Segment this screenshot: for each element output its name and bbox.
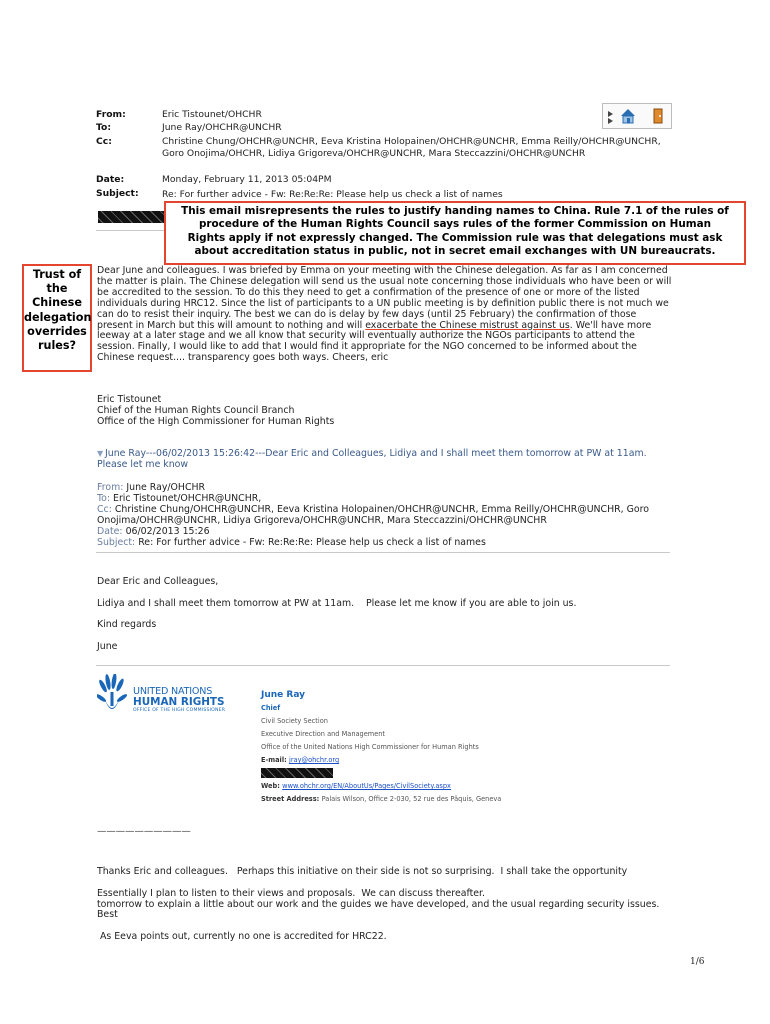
to-row bbox=[97, 493, 677, 504]
subject-label: Subject: bbox=[96, 188, 139, 199]
from-label: From: bbox=[96, 109, 126, 120]
quoted-header-divider bbox=[96, 552, 670, 553]
logo-line-3: OFFICE OF THE HIGH COMMISSIONER bbox=[133, 708, 226, 713]
body-line: Thanks Eric and colleagues. Perhaps this initiative on their side is not so surprising. I shall take the opportunity bbox=[97, 865, 628, 877]
date-label: Date: bbox=[96, 174, 125, 185]
sig-street-label: Street Address: bbox=[261, 795, 322, 803]
date-value: Monday, February 11, 2013 05:04PM bbox=[162, 174, 332, 185]
sig-web-row bbox=[261, 780, 681, 793]
annotation-callout-left bbox=[22, 264, 92, 372]
quoted-message-preview[interactable] bbox=[97, 448, 647, 470]
body-text: present in March but this will amount to nothing and will bbox=[97, 319, 366, 331]
from-label: From: bbox=[97, 482, 124, 493]
body-line: individuals during HRC12. Since the list of participants to a UN public meeting is by definition public there is not much we bbox=[97, 297, 669, 309]
cc-value-line1: Christine Chung/OHCHR@UNCHR, Eeva Kristina Holopainen/OHCHR@UNCHR, Emma Reilly/OHCHR@UNCHR, Goro bbox=[114, 504, 650, 515]
callout-left-line-6: rules? bbox=[37, 339, 77, 353]
date-value: 06/02/2013 15:26 bbox=[125, 526, 210, 537]
sig-name: June Ray bbox=[261, 690, 305, 700]
mail-toolbar bbox=[602, 103, 672, 129]
email-body-june-3: Essentially I plan to listen to their views and proposals. We can discuss thereafter. bbox=[97, 888, 486, 899]
callout-left-line-4: delegation bbox=[24, 310, 92, 324]
cc-label: Cc: bbox=[97, 504, 112, 515]
body-line: Dear June and colleagues. I was briefed by Emma on your meeting with the Chinese delegation. As far as I am concerned bbox=[97, 265, 668, 276]
email-body-june: Lidiya and I shall meet them tomorrow at PW at 11am. Please let me know if you are able to join us. bbox=[97, 598, 577, 609]
cc-value-line1: Christine Chung/OHCHR@UNCHR, Eeva Kristina Holopainen/OHCHR@UNCHR, Emma Reilly/OHCHR@UNCHR, bbox=[162, 136, 661, 147]
callout-left-line-2: the bbox=[46, 282, 68, 296]
subject-value: Re: For further advice - Fw: Re:Re:Re: Please help us check a list of names bbox=[138, 537, 486, 548]
body-line: As Eeva points out, currently no one is accredited for HRC22. bbox=[97, 931, 387, 943]
signature-divider bbox=[96, 665, 670, 666]
callout-left-line-1: Trust of bbox=[32, 268, 82, 281]
nav-arrows-icon[interactable] bbox=[607, 109, 615, 123]
to-value: June Ray/OHCHR@UNCHR bbox=[162, 122, 282, 133]
sig-role: Chief bbox=[261, 704, 281, 712]
sig-street-value: Palais Wilson, Office 2-030, 52 rue des Pâquis, Geneva bbox=[321, 795, 502, 803]
sig-division: Executive Direction and Management bbox=[261, 730, 386, 738]
page-number: 1/6 bbox=[690, 957, 705, 967]
callout-line-3: Rights apply if not expressly changed. The Commission rule was that delegations must ask bbox=[187, 231, 723, 244]
sig-email-row bbox=[261, 754, 681, 767]
logo-line-1: UNITED NATIONS bbox=[133, 686, 213, 697]
to-value: Eric Tistounet/OHCHR@UNCHR, bbox=[113, 493, 262, 504]
human-rights-emblem-icon bbox=[97, 674, 127, 718]
email-header-quoted bbox=[97, 482, 677, 548]
quote-line-1 bbox=[97, 448, 647, 459]
un-human-rights-logo bbox=[97, 674, 237, 724]
to-label: To: bbox=[97, 493, 111, 504]
body-line: leeway at a later stage and we all know that security will eventually authorize the NGOs participants to attend the bbox=[97, 330, 635, 342]
from-value: Eric Tistounet/OHCHR bbox=[162, 109, 262, 120]
redaction-bar bbox=[98, 211, 166, 223]
separator-line: —————————— bbox=[97, 826, 191, 837]
body-line: session. Finally, I would like to add that I would find it appropriate for the NGO concerned to be informed about the bbox=[97, 341, 637, 353]
body-line: tomorrow to explain a little about our work and the guides we have developed, and the usual regarding security issues. bbox=[97, 898, 660, 910]
signature-eric bbox=[97, 394, 334, 427]
twisty-icon[interactable]: ▼ bbox=[97, 449, 104, 458]
sig-web-label: Web: bbox=[261, 782, 283, 790]
sig-office: Office of the High Commissioner for Human Rights bbox=[97, 416, 335, 427]
annotation-callout-top bbox=[164, 201, 746, 265]
sig-web-link[interactable]: www.ohchr.org/EN/AboutUs/Pages/CivilSociety.aspx bbox=[282, 782, 451, 790]
body-line: Chinese request.... transparency goes both ways. Cheers, eric bbox=[97, 352, 389, 364]
body-line: can do to resist their inquiry. The best we can do is delay by few days (until 25 February) the confirmation of those bbox=[97, 308, 637, 320]
sig-name: Eric Tistounet bbox=[97, 394, 162, 405]
redaction-bar bbox=[261, 768, 333, 778]
cc-value-line2: Onojima/OHCHR@UNCHR, Lidiya Grigoreva/OHCHR@UNCHR, Mara Steccazzini/OHCHR@UNCHR bbox=[97, 515, 547, 526]
from-row bbox=[97, 482, 677, 493]
sig-office: Office of the United Nations High Commissioner for Human Rights bbox=[261, 743, 479, 751]
exit-door-icon[interactable] bbox=[651, 108, 665, 124]
cc-label: Cc: bbox=[96, 136, 112, 147]
logo-line-2: HUMAN RIGHTS bbox=[133, 696, 225, 708]
email-closing-june: Kind regards bbox=[97, 619, 157, 630]
quote-text: June Ray---06/02/2013 15:26:42---Dear Eric and Colleagues, Lidiya and I shall meet them tomorrow at PW at 11am. bbox=[105, 448, 647, 459]
home-icon[interactable] bbox=[620, 108, 636, 124]
sig-title: Chief of the Human Rights Council Branch bbox=[97, 405, 295, 416]
sig-email-link[interactable]: jray@ohchr.org bbox=[289, 756, 340, 764]
quote-line-2: Please let me know bbox=[97, 459, 189, 470]
subject-row bbox=[97, 537, 677, 548]
subject-label: Subject: bbox=[97, 537, 136, 548]
to-label: To: bbox=[96, 122, 112, 133]
date-row bbox=[97, 526, 677, 537]
callout-line-1: This email misrepresents the rules to justify handing names to China. Rule 7.1 of the rules of bbox=[181, 205, 729, 217]
email-signoff-best: Best bbox=[97, 909, 118, 920]
email-greeting-june: Dear Eric and Colleagues, bbox=[97, 576, 219, 587]
from-value: June Ray/OHCHR bbox=[126, 482, 206, 493]
email-body-eric bbox=[97, 266, 677, 364]
cc-value-line2: Goro Onojima/OHCHR, Lidiya Grigoreva/OHCHR@UNCHR, Mara Steccazzini/OHCHR@UNCHR bbox=[162, 148, 586, 159]
cc-row bbox=[97, 504, 677, 515]
body-line: be accredited to the session. To do this they need to get a confirmation of the presence of one or more of the listed bbox=[97, 286, 640, 298]
date-label: Date: bbox=[97, 526, 123, 537]
highlighted-phrase: exacerbate the Chinese mistrust against us bbox=[365, 319, 570, 331]
sig-unit: Civil Society Section bbox=[261, 717, 328, 725]
body-line: the matter is plain. The Chinese delegation will send us the usual note concerning those individuals who have been or will bbox=[97, 275, 672, 287]
sig-street-row bbox=[261, 793, 681, 806]
email-signoff-june: June bbox=[97, 641, 118, 652]
callout-line-4: about accreditation status in public, not in secret email exchanges with UN bureaucrats. bbox=[194, 245, 716, 258]
callout-left-line-5: overrides bbox=[27, 324, 87, 338]
body-text: . We'll have more bbox=[569, 319, 652, 331]
callout-left-line-3: Chinese bbox=[32, 296, 82, 310]
callout-line-2: procedure of the Human Rights Council says rules of the former Commission on Human bbox=[198, 218, 712, 231]
subject-value: Re: For further advice - Fw: Re:Re:Re: Please help us check a list of names bbox=[162, 189, 503, 200]
sig-email-label: E-mail: bbox=[261, 756, 290, 764]
signature-june bbox=[261, 688, 681, 806]
